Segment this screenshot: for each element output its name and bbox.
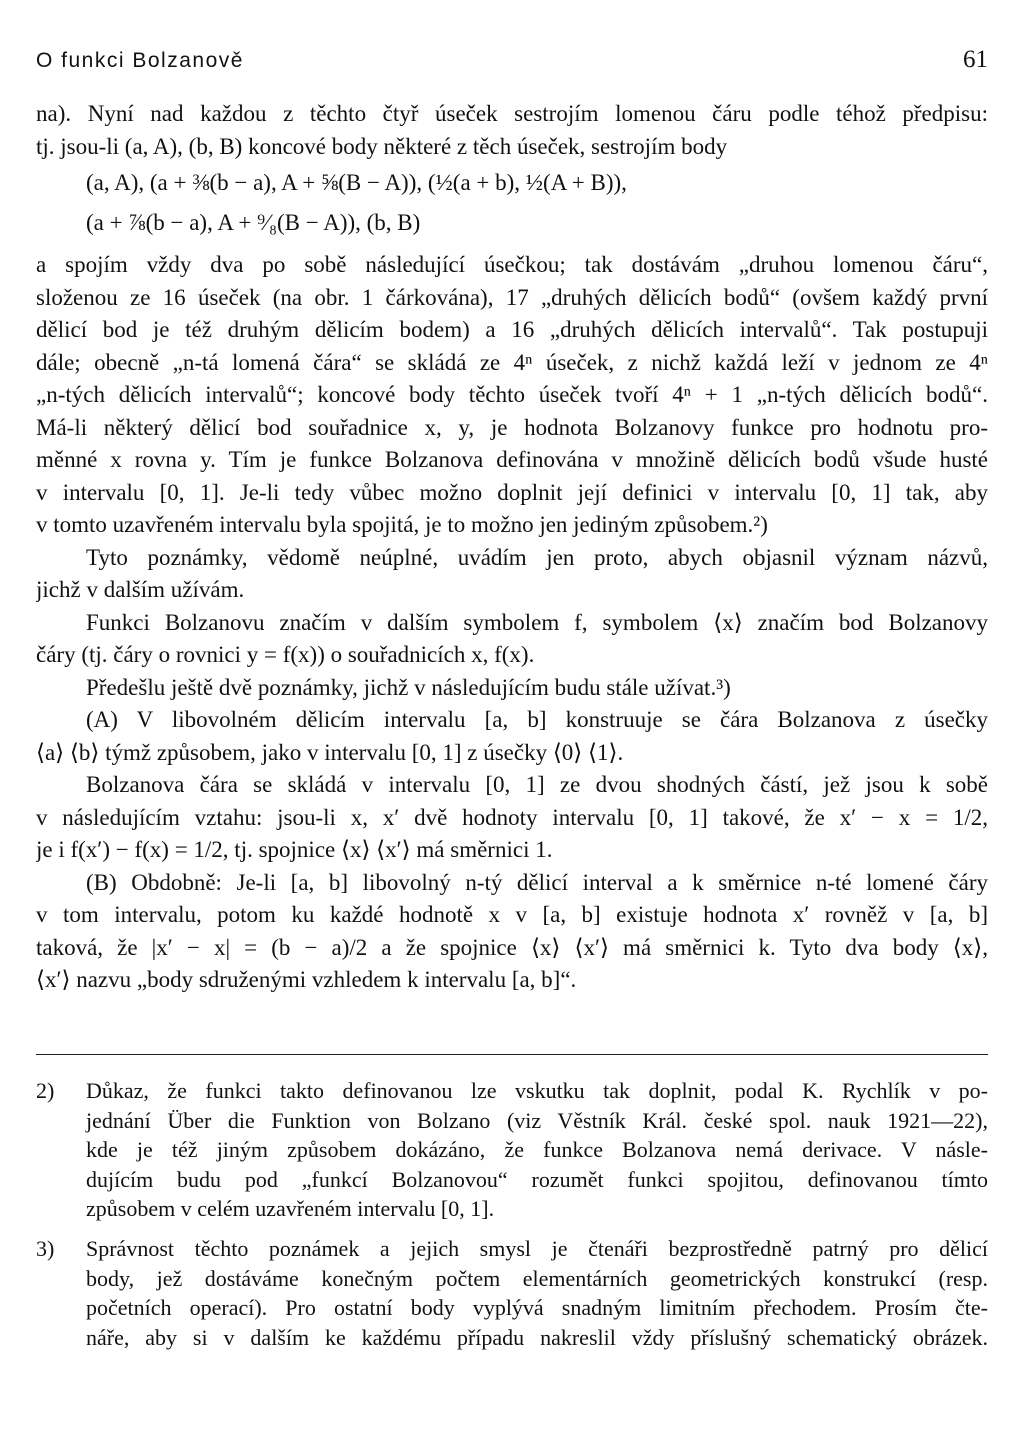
text-line: v tomto uzavřeném intervalu byla spojitá, je to možno jen jediným způsobem.²) xyxy=(36,512,768,537)
footnote-mark: 3) xyxy=(36,1236,55,1261)
remark-b-line: v tom intervalu, potom ku každé hodnotě x v [a, b] existuje hodnota x′ rovněž v [a, b] xyxy=(36,902,988,927)
formula-line: (a, A), (a + ⅜(b − a), A + ⅝(B − A)), (½(a + b), ½(A + B)), xyxy=(86,170,627,195)
footnote-line: náře, aby si v dalším ke každému případu nakreslil vždy příslušný schematický obrázek. xyxy=(86,1324,988,1350)
footnote-line: body, jež dostáváme konečným počtem elementárních geometrických konstrukcí (resp. xyxy=(86,1265,988,1291)
footnote-line: početních operací). Pro ostatní body vyplývá snadným limitním přechodem. Prosím čte- xyxy=(86,1295,988,1320)
footnote-3 xyxy=(36,1234,988,1352)
text-line: čáry (tj. čáry o rovnici y = f(x)) o souřadnicích x, f(x). xyxy=(36,642,535,667)
text-line: Předešlu ještě dvě poznámky, jichž v následujícím budu stále užívat.³) xyxy=(86,674,731,700)
footnote-line: Správnost těchto poznámek a jejich smysl je čtenáři bezprostředně patrný pro dělicí xyxy=(86,1236,988,1261)
text-line: Bolzanova čára se skládá v intervalu [0, 1] ze dvou shodných částí, jež jsou k sobě xyxy=(86,772,988,797)
text-line: Funkci Bolzanovu značím v dalším symbolem f, symbolem ⟨x⟩ značím bod Bolzanovy xyxy=(86,609,988,635)
footnote-separator xyxy=(36,1054,988,1055)
running-head xyxy=(36,46,988,80)
text-line: Má-li některý dělicí bod souřadnice x, y, je hodnota Bolzanovy funkce pro hodnotu pro- xyxy=(36,414,988,440)
text-line: dále; obecně „n-tá lomená čára“ se skládá ze 4ⁿ úseček, z nichž každá leží v jednom ze 4ⁿ xyxy=(36,349,988,375)
footnote-line: způsobem v celém uzavřeném intervalu [0, 1]. xyxy=(86,1196,495,1221)
text-line: na). Nyní nad každou z těchto čtyř úseček sestrojím lomenou čáru podle téhož předpisu: xyxy=(36,101,988,126)
text-line: měnné x rovna y. Tím je funkce Bolzanova definována v množině dělicích bodů všude husté xyxy=(36,447,988,472)
remark-a-line: ⟨a⟩ ⟨b⟩ týmž způsobem, jako v intervalu [0, 1] z úsečky ⟨0⟩ ⟨1⟩. xyxy=(36,739,624,765)
running-title: O funkci Bolzanově xyxy=(36,49,244,72)
footnote-mark: 2) xyxy=(36,1078,55,1103)
body-text xyxy=(36,98,988,997)
text-line: v intervalu [0, 1]. Je-li tedy vůbec možno doplnit její definici v intervalu [0, 1] tak, aby xyxy=(36,479,988,505)
footnote-line: Důkaz, že funkci takto definovanou lze vskutku tak doplnit, podal K. Rychlík v po- xyxy=(86,1078,988,1103)
text-line: dělicí bod je též druhým dělicím bodem) a 16 „druhých dělicích intervalů“. Tak postupuji xyxy=(36,317,988,342)
text-line: Tyto poznámky, vědomě neúplné, uvádím jen proto, abych objasnil význam názvů, xyxy=(86,544,988,570)
text-line: v následujícím vztahu: jsou-li x, x′ dvě hodnoty intervalu [0, 1] takové, že x′ − x = 1/2, xyxy=(36,804,988,830)
text-line: složenou ze 16 úseček (na obr. 1 čárkována), 17 „druhých dělicích bodů“ (ovšem každý první xyxy=(36,284,988,310)
footnote-line: kde je též jiným způsobem dokázáno, že funkce Bolzanova nemá derivace. V násle- xyxy=(86,1137,988,1162)
text-line: a spojím vždy dva po sobě následující úsečkou; tak dostávám „druhou lomenou čáru“, xyxy=(36,252,988,277)
text-line: „n-tých dělicích intervalů“; koncové body těchto úseček tvoří 4ⁿ + 1 „n-tých dělicích bodů“. xyxy=(36,382,988,407)
formula-line: (a + ⅞(b − a), A + ⁹⁄₈(B − A)), (b, B) xyxy=(86,210,421,235)
text-line: je i f(x′) − f(x) = 1/2, tj. spojnice ⟨x⟩ ⟨x′⟩ má směrnici 1. xyxy=(36,837,553,862)
text-line: tj. jsou-li (a, A), (b, B) koncové body některé z těch úseček, sestrojím body xyxy=(36,133,728,159)
remark-b-line: ⟨x′⟩ nazvu „body sdruženými vzhledem k intervalu [a, b]“. xyxy=(36,967,577,992)
page-number: 61 xyxy=(963,46,988,73)
remark-b-line: (B) Obdobně: Je-li [a, b] libovolný n-tý dělicí interval a k směrnice n-té lomené čáry xyxy=(86,869,988,895)
footnote-2 xyxy=(36,1076,988,1224)
footnote-line: jednání Über die Funktion von Bolzano (viz Věstník Král. české spol. nauk 1921—22), xyxy=(86,1107,988,1133)
remark-b-line: taková, že |x′ − x| = (b − a)/2 a že spojnice ⟨x⟩ ⟨x′⟩ má směrnici k. Tyto dva body ⟨x⟩, xyxy=(36,934,988,960)
footnote-line: dujícím budu pod „funkcí Bolzanovou“ rozumět funkci spojitou, definovanou tímto xyxy=(86,1166,988,1192)
remark-a-line: (A) V libovolném dělicím intervalu [a, b] konstruuje se čára Bolzanova z úsečky xyxy=(86,707,988,732)
text-line: jichž v dalším užívám. xyxy=(36,577,245,602)
